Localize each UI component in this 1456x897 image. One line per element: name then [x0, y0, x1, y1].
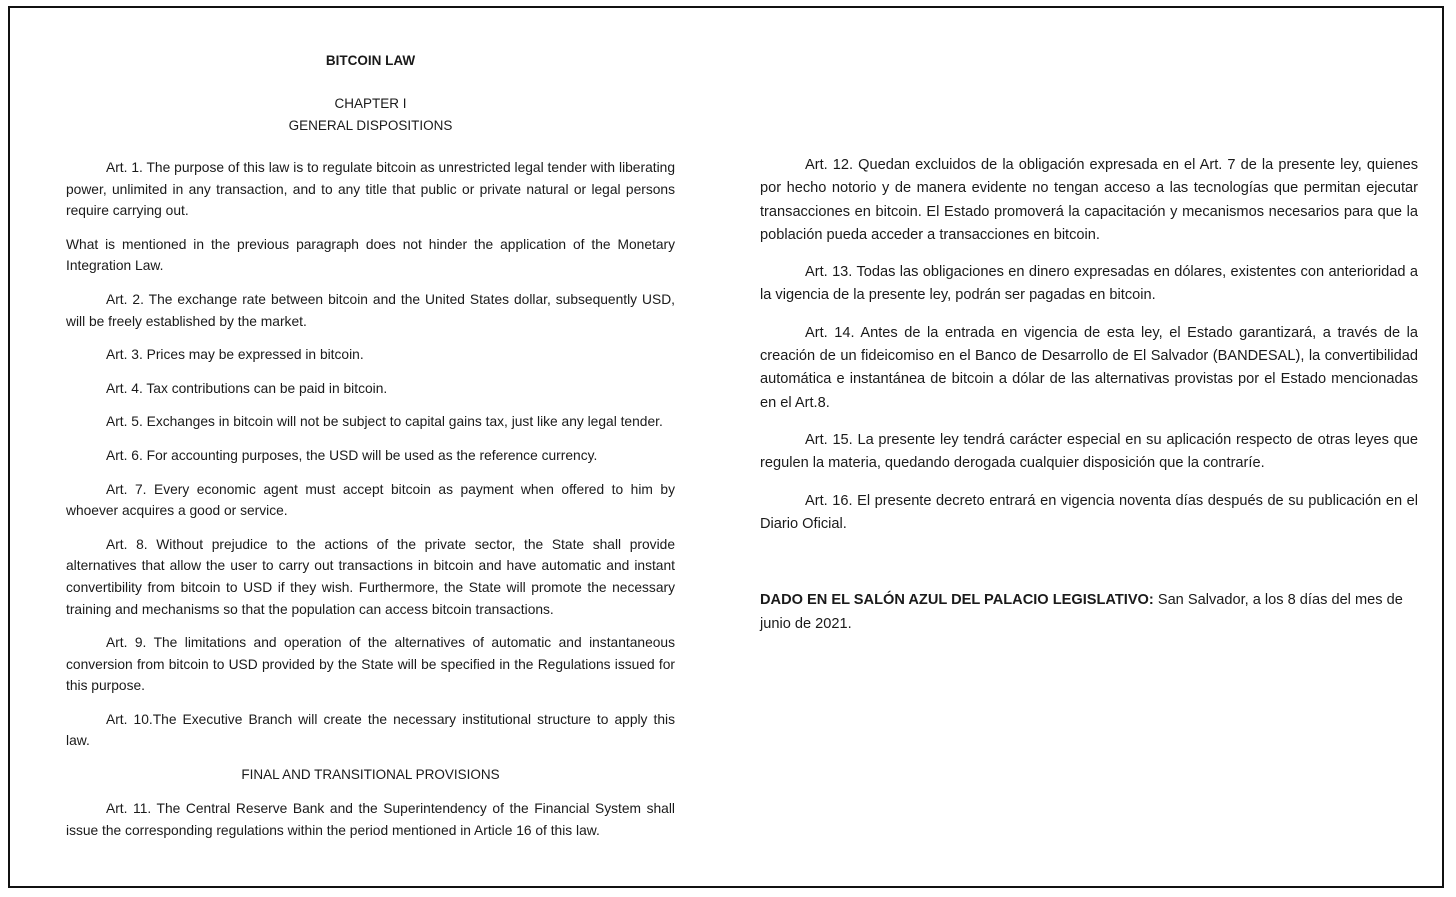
- article-10: Art. 10.The Executive Branch will create the necessary institutional structure to apply this law.: [66, 711, 675, 749]
- article-2: Art. 2. The exchange rate between bitcoin and the United States dollar, subsequently USD, will be freely established by the market.: [66, 291, 675, 329]
- signoff: [760, 588, 1418, 636]
- chapter-number: CHAPTER I: [334, 96, 407, 111]
- article-7: Art. 7. Every economic agent must accept bitcoin as payment when offered to him by whoever acquires a good or service.: [66, 481, 675, 519]
- article-11: Art. 11. The Central Reserve Bank and the Superintendency of the Financial System shall issue the corresponding regulations within the period mentioned in Article 16 of this law.: [66, 801, 675, 838]
- article-1: Art. 1. The purpose of this law is to regulate bitcoin as unrestricted legal tender with liberating power, unlimited in any transaction, and to any title that public or private natural or legal persons require carrying out.: [66, 160, 675, 219]
- article-4: Art. 4. Tax contributions can be paid in bitcoin.: [106, 380, 388, 396]
- article-14: Art. 14. Antes de la entrada en vigencia de esta ley, el Estado garantizará, a través de la creación de un fideicomiso en el Banco de Desarrollo de El Salvador (BANDESAL), la convertibilidad automática e instantánea de bitcoin a dólar de las alternativas provistas por el Estado mencionadas en el Art.8.: [760, 324, 1418, 411]
- document-page: [8, 6, 1444, 888]
- article-6: Art. 6. For accounting purposes, the USD will be used as the reference currency.: [106, 447, 598, 463]
- article-3: Art. 3. Prices may be expressed in bitcoin.: [106, 347, 364, 363]
- article-13: Art. 13. Todas las obligaciones en dinero expresadas en dólares, existentes con anterioridad a la vigencia de la presente ley, podrán ser pagadas en bitcoin.: [760, 264, 1418, 304]
- article-8: Art. 8. Without prejudice to the actions of the private sector, the State shall provide alternatives that allow the user to carry out transactions in bitcoin and have automatic and instant convertibility from bitcoin to USD if they wish. Furthermore, the State will promote the necessary training and mechanisms so that the population can access bitcoin transactions.: [66, 536, 675, 617]
- english-column: [66, 50, 675, 841]
- article-16: Art. 16. El presente decreto entrará en vigencia noventa días después de su publicación en el Diario Oficial.: [760, 492, 1418, 532]
- chapter-title: GENERAL DISPOSITIONS: [288, 118, 453, 133]
- signoff-location: DADO EN EL SALÓN AZUL DEL PALACIO LEGISLATIVO:: [760, 592, 1154, 608]
- section-title: FINAL AND TRANSITIONAL PROVISIONS: [241, 767, 500, 783]
- signoff-date: San Salvador, a los 8 días del mes de junio de 2021.: [760, 592, 1403, 632]
- article-9: Art. 9. The limitations and operation of the alternatives of automatic and instantaneous conversion from bitcoin to USD provided by the State will be specified in the Regulations issued for this purpose.: [66, 635, 675, 694]
- document-title: BITCOIN LAW: [325, 53, 416, 68]
- article-12: Art. 12. Quedan excluidos de la obligación expresada en el Art. 7 de la presente ley, quienes por hecho notorio y de manera evidente no tengan acceso a las tecnologías que permitan ejecutar transacciones en bitcoin. El Estado promoverá la capacitación y mecanismos necesarios para que la población pueda acceder a transacciones en bitcoin.: [760, 157, 1418, 243]
- article-15: Art. 15. La presente ley tendrá carácter especial en su aplicación respecto de otras leyes que regulen la materia, quedando derogada cualquier disposición que la contraríe.: [760, 431, 1418, 472]
- spanish-column: [760, 154, 1418, 536]
- article-1-paragraph-2: What is mentioned in the previous paragraph does not hinder the application of the Monetary Integration Law.: [66, 236, 675, 274]
- article-5: Art. 5. Exchanges in bitcoin will not be subject to capital gains tax, just like any legal tender.: [106, 414, 663, 430]
